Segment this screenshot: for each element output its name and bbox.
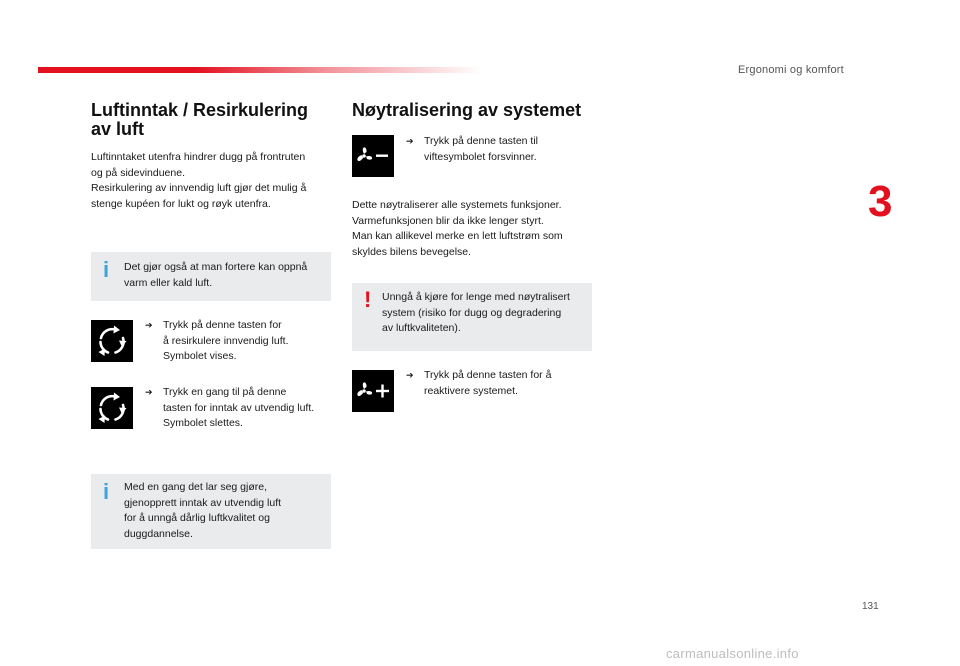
recirculation-icon: [95, 324, 129, 358]
intro-paragraph: Luftinntaket utenfra hindrer dugg på frontruten og på sidevinduene. Resirkulering av innvendig luft gjør det mulig å stenge kupéen for lukt og røyk utenfra.: [91, 151, 307, 210]
info-note: i Det gjør også at man fortere kan oppnå varm eller kald luft.: [91, 252, 331, 301]
fan-minus-icon: [354, 141, 392, 171]
info-icon: i: [103, 257, 110, 282]
section-title: Ergonomi og komfort: [738, 64, 844, 76]
section-heading-air-intake: Luftinntak / Resirkulering av luft: [91, 100, 309, 139]
fan-minus-button-icon: [352, 135, 394, 177]
fan-plus-icon: [354, 376, 392, 406]
fan-plus-button-icon: [352, 370, 394, 412]
info-note: i Med en gang det lar seg gjøre, gjenopprett inntak av utvendig luft for å unngå dårlig luftkvalitet og duggdannelse.: [91, 474, 331, 549]
chapter-number: 3: [868, 177, 893, 226]
recirculation-button-icon: [91, 320, 133, 362]
section-heading-neutralisation: Nøytralisering av systemet: [352, 100, 582, 120]
warning-icon: !: [364, 287, 372, 312]
recirculation-button-icon: [91, 387, 133, 429]
neutralisation-description: Dette nøytraliserer alle systemets funksjoner. Varmefunksjonen blir da ikke lenger styrt. Man kan allikevel merke en lett luftstrøm som skyldes bilens bevegelse.: [352, 199, 563, 258]
warning-note: ! Unngå å kjøre for lenge med nøytralisert system (risiko for dugg og degradering av luftkvaliteten).: [352, 283, 592, 351]
recirculation-icon: [95, 391, 129, 425]
step-outside-air: ➔ Trykk en gang til på denne tasten for inntak av utvendig luft. Symbolet slettes.: [145, 386, 315, 429]
step-recirculate: ➔ Trykk på denne tasten for å resirkulere innvendig luft. Symbolet vises.: [145, 319, 289, 362]
watermark: carmanualsonline.info: [666, 646, 799, 661]
page-number: 131: [862, 601, 879, 612]
header-accent-bar: [38, 67, 483, 73]
info-icon: i: [103, 479, 110, 504]
step-neutralise: ➔ Trykk på denne tasten til viftesymbolet forsvinner.: [406, 135, 539, 163]
step-reactivate: ➔ Trykk på denne tasten for å reaktivere systemet.: [406, 369, 552, 397]
